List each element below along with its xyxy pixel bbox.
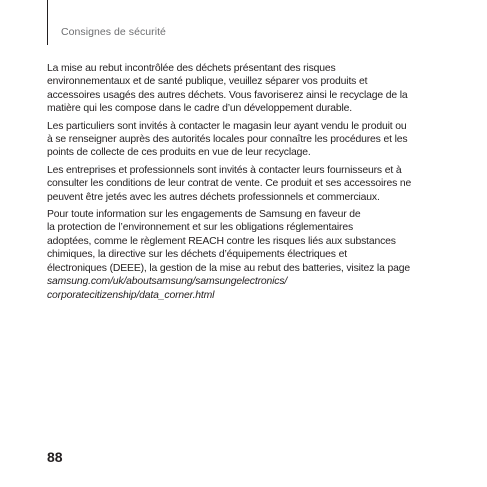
text-line: adoptées, comme le règlement REACH contre les risques liés aux substances — [47, 235, 396, 247]
paragraph-disposal — [47, 62, 447, 116]
samsung-url-link[interactable]: corporatecitizenship/data_corner.html — [47, 289, 215, 301]
samsung-url-link[interactable]: samsung.com/uk/aboutsamsung/samsungelectronics/ — [47, 276, 288, 288]
paragraph-businesses — [47, 164, 447, 204]
page-number: 88 — [47, 449, 63, 465]
margin-rule — [47, 0, 48, 45]
text-line: consulter les conditions de leur contrat de vente. Ce produit et ses accessoires ne — [47, 178, 412, 190]
text-line: la protection de l’environnement et sur les obligations réglementaires — [47, 222, 354, 234]
text-line: La mise au rebut incontrôlée des déchets présentant des risques — [47, 63, 336, 74]
text-line: accessoires usagés des autres déchets. Vous favoriserez ainsi le recyclage de la — [47, 89, 408, 101]
paragraph-individuals — [47, 120, 447, 160]
text-line: Les particuliers sont invités à contacter le magasin leur ayant vendu le produit ou — [47, 120, 407, 132]
text-line: matière qui les compose dans le cadre d’un développement durable. — [47, 103, 353, 115]
text-line: peuvent être jetés avec les autres déchets professionnels et commerciaux. — [47, 191, 380, 203]
text-line: Les entreprises et professionnels sont invités à contacter leurs fournisseurs et à — [47, 164, 402, 176]
body-text — [47, 62, 447, 306]
section-title: Consignes de sécurité — [61, 26, 166, 38]
text-line: points de collecte de ces produits en vue de leur recyclage. — [47, 147, 311, 159]
text-line: environnementaux et de santé publique, veuillez séparer vos produits et — [47, 76, 368, 88]
text-line: électroniques (DEEE), la gestion de la mise au rebut des batteries, visitez la page — [47, 262, 410, 274]
text-line: à se renseigner auprès des autorités locales pour connaître les procédures et les — [47, 134, 408, 146]
text-line: chimiques, la directive sur les déchets d’équipements électriques et — [47, 249, 347, 261]
text-line: Pour toute information sur les engagements de Samsung en faveur de — [47, 209, 361, 221]
paragraph-information — [47, 208, 447, 302]
